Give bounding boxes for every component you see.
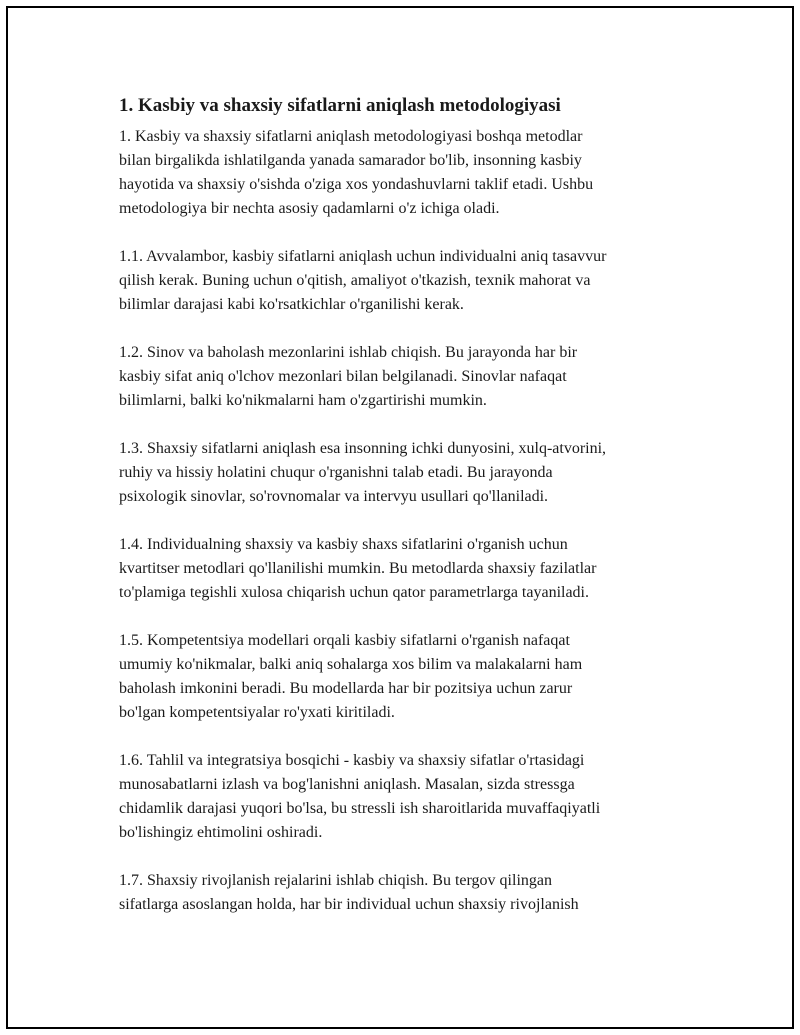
paragraph-line: bo'lgan kompetentsiyalar ro'yxati kiritiladi. — [119, 704, 395, 721]
paragraph-line: bilimlar darajasi kabi ko'rsatkichlar o'rganilishi kerak. — [119, 296, 464, 313]
paragraph-intro — [119, 125, 699, 221]
document-title: 1. Kasbiy va shaxsiy sifatlarni aniqlash metodologiyasi — [119, 95, 561, 116]
paragraph-line: kvartitser metodlari qo'llanilishi mumkin. Bu metodlarda shaxsiy fazilatlar — [119, 560, 597, 577]
paragraph-line: 1.6. Tahlil va integratsiya bosqichi - kasbiy va shaxsiy sifatlar o'rtasidagi — [119, 752, 585, 769]
paragraph-line: to'plamiga tegishli xulosa chiqarish uchun qator parametrlarga tayaniladi. — [119, 584, 589, 601]
paragraph-1-7 — [119, 869, 699, 917]
paragraph-line: 1.3. Shaxsiy sifatlarni aniqlash esa insonning ichki dunyosini, xulq-atvorini, — [119, 440, 607, 457]
paragraph-line: baholash imkonini beradi. Bu modellarda har bir pozitsiya uchun zarur — [119, 680, 573, 697]
page-frame — [6, 6, 794, 1029]
paragraph-1-6 — [119, 749, 699, 845]
paragraph-1-1 — [119, 245, 699, 317]
paragraph-line: psixologik sinovlar, so'rovnomalar va intervyu usullari qo'llaniladi. — [119, 488, 549, 505]
paragraph-line: 1.5. Kompetentsiya modellari orqali kasbiy sifatlarni o'rganish nafaqat — [119, 632, 570, 649]
paragraph-line: chidamlik darajasi yuqori bo'lsa, bu stressli ish sharoitlarida muvaffaqiyatli — [119, 800, 601, 817]
paragraph-line: ruhiy va hissiy holatini chuqur o'rganishni talab etadi. Bu jarayonda — [119, 464, 553, 481]
paragraph-1-3 — [119, 437, 699, 509]
paragraph-line: bilan birgalikda ishlatilganda yanada samarador bo'lib, insonning kasbiy — [119, 152, 582, 169]
paragraph-line: 1.4. Individualning shaxsiy va kasbiy shaxs sifatlarini o'rganish uchun — [119, 536, 568, 553]
paragraph-1-4 — [119, 533, 699, 605]
paragraph-line: sifatlarga asoslangan holda, har bir individual uchun shaxsiy rivojlanish — [119, 896, 579, 913]
paragraph-line: metodologiya bir nechta asosiy qadamlarni o'z ichiga oladi. — [119, 200, 500, 217]
paragraph-line: qilish kerak. Buning uchun o'qitish, amaliyot o'tkazish, texnik mahorat va — [119, 272, 591, 289]
paragraph-line: 1.1. Avvalambor, kasbiy sifatlarni aniqlash uchun individualni aniq tasavvur — [119, 248, 607, 265]
paragraph-line: bilimlarni, balki ko'nikmalarni ham o'zgartirishi mumkin. — [119, 392, 487, 409]
paragraph-line: 1.2. Sinov va baholash mezonlarini ishlab chiqish. Bu jarayonda har bir — [119, 344, 578, 361]
paragraph-line: 1.7. Shaxsiy rivojlanish rejalarini ishlab chiqish. Bu tergov qilingan — [119, 872, 552, 889]
paragraph-line: 1. Kasbiy va shaxsiy sifatlarni aniqlash metodologiyasi boshqa metodlar — [119, 128, 583, 145]
paragraph-line: kasbiy sifat aniq o'lchov mezonlari bilan belgilanadi. Sinovlar nafaqat — [119, 368, 567, 385]
paragraph-1-2 — [119, 341, 699, 413]
paragraph-line: munosabatlarni izlash va bog'lanishni aniqlash. Masalan, sizda stressga — [119, 776, 575, 793]
document-body — [119, 94, 699, 941]
paragraph-line: bo'lishingiz ehtimolini oshiradi. — [119, 824, 323, 841]
paragraph-line: hayotida va shaxsiy o'sishda o'ziga xos yondashuvlarni taklif etadi. Ushbu — [119, 176, 594, 193]
paragraph-line: umumiy ko'nikmalar, balki aniq sohalarga xos bilim va malakalarni ham — [119, 656, 583, 673]
paragraph-1-5 — [119, 629, 699, 725]
